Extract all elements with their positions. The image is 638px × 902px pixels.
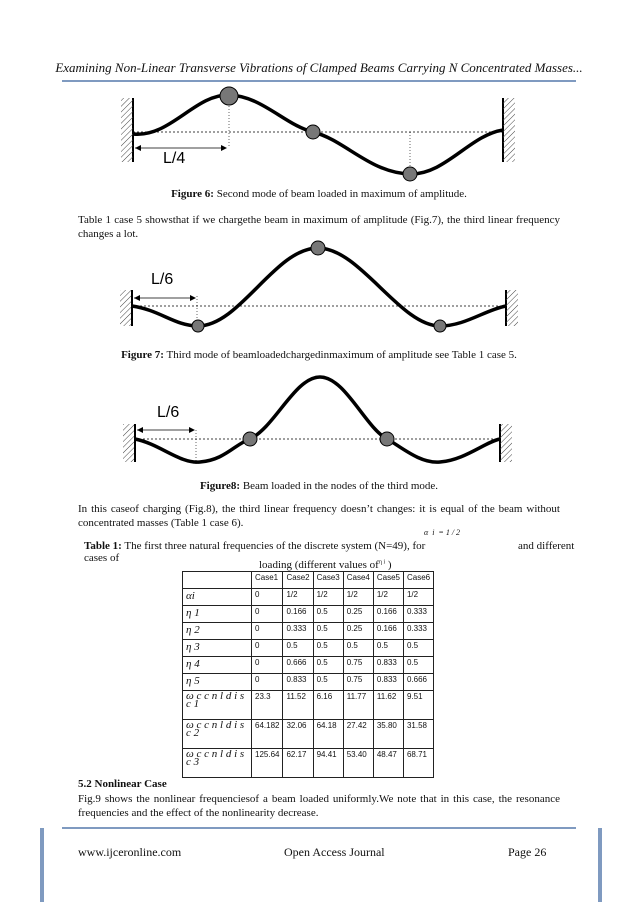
right-border-bar (598, 828, 602, 902)
mass-1 (192, 320, 204, 332)
table-cell: 0.75 (343, 674, 373, 691)
table-row (183, 657, 434, 674)
table-caption-tail: and different cases of (84, 540, 575, 564)
dimension-label: L/4 (163, 150, 186, 167)
row-label: αi (183, 589, 252, 606)
left-border-bar (40, 828, 44, 902)
beam-curve (135, 377, 500, 462)
table-caption-label: Table 1: (84, 540, 122, 552)
table-cell: 23.3 (252, 691, 283, 720)
table-cell: 0.833 (283, 674, 313, 691)
table-cell: 0.166 (373, 623, 403, 640)
table-cell: 0.5 (313, 606, 343, 623)
footer-page-number: Page 26 (508, 845, 547, 859)
table-row (183, 720, 434, 749)
table-cell: 48.47 (373, 749, 403, 778)
footer-rule (62, 827, 576, 829)
dimension-label: L/6 (157, 404, 180, 421)
running-header: Examining Non-Linear Transverse Vibrations of Clamped Beams Carrying N Concentrated Masses... (55, 60, 583, 75)
table-cell: 1/2 (313, 589, 343, 606)
caption-formula: α i = 1 / 2 (424, 528, 461, 537)
table-cell: 94.41 (313, 749, 343, 778)
paragraph-2: In this caseof charging (Fig.8), the third linear frequency doesn’t changes: it is equal of the beam without concentrated masses (Table 1 case 6). (78, 503, 560, 529)
figure-8-caption (0, 480, 638, 492)
figure-6-diagram (0, 80, 638, 185)
table-cell: 0 (252, 674, 283, 691)
table-cell: 31.58 (403, 720, 433, 749)
table-cell: 0.5 (313, 623, 343, 640)
caption-text: Third mode of beamloadedchargedinmaximum of amplitude see Table 1 case 5. (163, 349, 517, 361)
table-row (183, 640, 434, 657)
arrow-head-right (189, 427, 195, 433)
table-cell: 0.666 (403, 674, 433, 691)
left-clamp (123, 424, 135, 462)
table-cell: 0 (252, 640, 283, 657)
table-cell: 0 (252, 623, 283, 640)
header-cell: Case3 (313, 572, 343, 589)
caption-label: Figure8: (199, 480, 241, 492)
table-cell: 0 (252, 657, 283, 674)
caption-label: Figure 7: (121, 349, 164, 361)
header-cell: Case4 (343, 572, 373, 589)
mass-1 (220, 87, 238, 105)
table-cell: 35.80 (373, 720, 403, 749)
table-row (183, 691, 434, 720)
table-cell: 27.42 (343, 720, 373, 749)
table-row (183, 674, 434, 691)
arrow-head-left (137, 427, 143, 433)
table-caption-sup: η i (378, 559, 386, 566)
left-clamp (120, 290, 132, 326)
right-clamp (506, 290, 518, 326)
table-cell: 125.64 (252, 749, 283, 778)
table-cell: 62.17 (283, 749, 313, 778)
row-label: η 2 (183, 623, 252, 640)
table-cell: 0.5 (313, 674, 343, 691)
table-row (183, 606, 434, 623)
table-cell: 32.06 (283, 720, 313, 749)
row-label: ω c c n l d i s c 1 (183, 691, 252, 720)
right-clamp (503, 98, 515, 162)
arrow-head-left (135, 145, 141, 151)
mass-2 (311, 241, 325, 255)
table-cell: 1/2 (343, 589, 373, 606)
mass-3 (434, 320, 446, 332)
table-cell: 0.5 (343, 640, 373, 657)
table-cell: 64.18 (313, 720, 343, 749)
mass-1 (243, 432, 257, 446)
section-heading: 5.2 Nonlinear Case (78, 778, 167, 790)
row-label: ω c c n l d i s c 3 (183, 749, 252, 778)
caption-text: Beam loaded in the nodes of the third mode. (240, 480, 439, 492)
header-cell: Case2 (283, 572, 313, 589)
header-cell: Case1 (252, 572, 283, 589)
figure-8-diagram (0, 372, 638, 472)
figure-6-caption (0, 188, 638, 200)
beam-curve (132, 248, 506, 326)
table-cell: 64.182 (252, 720, 283, 749)
table-cell: 11.77 (343, 691, 373, 720)
caption-label: Figure 6: (171, 188, 214, 200)
table-cell: 0.5 (403, 640, 433, 657)
table-cell: 0.25 (343, 623, 373, 640)
table-cell: 0.166 (283, 606, 313, 623)
table-cell: 0.333 (403, 606, 433, 623)
table-caption-line2: loading (different values of (259, 559, 379, 571)
mass-3 (403, 167, 417, 181)
table-cell: 6.16 (313, 691, 343, 720)
right-clamp (500, 424, 512, 462)
table-cell: 0.5 (313, 640, 343, 657)
results-table (182, 571, 434, 778)
figure-7-caption (0, 349, 638, 361)
dimension-label: L/6 (151, 271, 174, 288)
table-cell: 0 (252, 606, 283, 623)
table-cell: 0.666 (283, 657, 313, 674)
footer-website: www.ijceronline.com (78, 845, 182, 859)
row-label: η 4 (183, 657, 252, 674)
table-cell: 11.62 (373, 691, 403, 720)
table-cell: 0.333 (403, 623, 433, 640)
header-cell (183, 572, 252, 589)
table-cell: 0.25 (343, 606, 373, 623)
table-caption-line2-end: ) (385, 559, 392, 571)
table-cell: 0.75 (343, 657, 373, 674)
table-cell: 53.40 (343, 749, 373, 778)
paragraph-3: Fig.9 shows the nonlinear frequenciesof a beam loaded uniformly.We note that in this case, the resonance frequencies and the effect of the nonlinearity decrease. (78, 793, 560, 819)
table-row (183, 623, 434, 640)
arrow-head-left (134, 295, 140, 301)
mass-2 (380, 432, 394, 446)
arrow-head-right (190, 295, 196, 301)
table-cell: 0.5 (373, 640, 403, 657)
table-cell: 0 (252, 589, 283, 606)
caption-text: Second mode of beam loaded in maximum of amplitude. (213, 188, 467, 200)
header-cell: Case6 (403, 572, 433, 589)
table-cell: 0.166 (373, 606, 403, 623)
row-label: ω c c n l d i s c 2 (183, 720, 252, 749)
table-cell: 11.52 (283, 691, 313, 720)
row-label: η 3 (183, 640, 252, 657)
header-cell: Case5 (373, 572, 403, 589)
table-header-row (183, 572, 434, 589)
arrow-head-right (221, 145, 227, 151)
footer-journal: Open Access Journal (284, 845, 385, 859)
table-cell: 1/2 (403, 589, 433, 606)
left-clamp (121, 98, 133, 162)
table-cell: 68.71 (403, 749, 433, 778)
table-cell: 0.833 (373, 657, 403, 674)
mass-2 (306, 125, 320, 139)
table-cell: 0.5 (403, 657, 433, 674)
table-cell: 0.833 (373, 674, 403, 691)
table-cell: 0.5 (283, 640, 313, 657)
paragraph-1: Table 1 case 5 showsthat if we chargethe beam in maximum of amplitude (Fig.7), the third linear frequency changes a lot. (78, 214, 560, 240)
table-caption-text: The first three natural frequencies of the discrete system (N=49), for (121, 540, 426, 552)
figure-7-diagram (0, 240, 638, 340)
table-row (183, 589, 434, 606)
table-cell: 9.51 (403, 691, 433, 720)
table-cell: 1/2 (283, 589, 313, 606)
table-cell: 0.333 (283, 623, 313, 640)
table-row (183, 749, 434, 778)
row-label: η 5 (183, 674, 252, 691)
row-label: η 1 (183, 606, 252, 623)
table-cell: 1/2 (373, 589, 403, 606)
table-cell: 0.5 (313, 657, 343, 674)
